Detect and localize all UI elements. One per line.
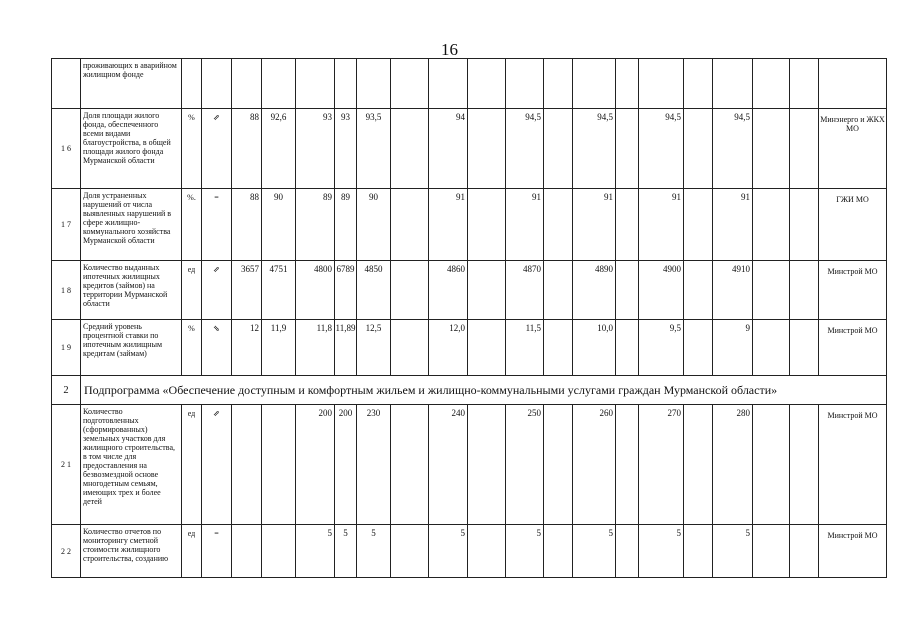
value-cell <box>753 189 790 261</box>
value-cell <box>544 261 573 320</box>
value-cell: 88 <box>232 109 262 189</box>
value-cell <box>753 59 790 109</box>
value-cell <box>684 261 713 320</box>
value-cell <box>391 189 429 261</box>
value-cell: 91 <box>713 189 753 261</box>
value-cell <box>790 59 819 109</box>
value-cell <box>506 59 544 109</box>
value-cell <box>790 261 819 320</box>
row-number: 1 8 <box>52 261 81 320</box>
row-number: 2 2 <box>52 525 81 578</box>
row-number: 2 1 <box>52 405 81 525</box>
value-cell <box>684 525 713 578</box>
value-cell <box>468 189 506 261</box>
value-cell <box>616 525 639 578</box>
value-cell <box>790 320 819 376</box>
value-cell: 88 <box>232 189 262 261</box>
row-number: 1 7 <box>52 189 81 261</box>
value-cell <box>468 261 506 320</box>
value-cell <box>790 405 819 525</box>
row-number <box>52 59 81 109</box>
value-cell <box>391 59 429 109</box>
value-cell: 230 <box>357 405 391 525</box>
value-cell <box>544 59 573 109</box>
value-cell <box>544 405 573 525</box>
value-cell <box>790 109 819 189</box>
value-cell: 9,5 <box>639 320 684 376</box>
value-cell <box>616 59 639 109</box>
responsible-cell: ГЖИ МО <box>819 189 887 261</box>
value-cell: 200 <box>296 405 335 525</box>
value-cell <box>616 320 639 376</box>
responsible-cell: Минстрой МО <box>819 261 887 320</box>
table-row <box>52 261 887 320</box>
value-cell: 260 <box>573 405 616 525</box>
value-cell <box>616 405 639 525</box>
value-cell <box>616 189 639 261</box>
value-cell <box>262 525 296 578</box>
trend-cell: ⇗ <box>202 109 232 189</box>
indicator-name: Доля устраненных нарушений от числа выявленных нарушений в сфере жилищно-коммунального хозяйства Мурманской области <box>81 189 182 261</box>
value-cell: 270 <box>639 405 684 525</box>
value-cell <box>429 59 468 109</box>
value-cell <box>639 59 684 109</box>
value-cell <box>391 320 429 376</box>
value-cell <box>262 405 296 525</box>
responsible-cell: Минстрой МО <box>819 405 887 525</box>
value-cell: 94,5 <box>639 109 684 189</box>
value-cell: 5 <box>639 525 684 578</box>
responsible-cell: Минэнерго и ЖКХ МО <box>819 109 887 189</box>
value-cell: 12,0 <box>429 320 468 376</box>
value-cell: 4890 <box>573 261 616 320</box>
responsible-cell: Минстрой МО <box>819 525 887 578</box>
value-cell <box>232 59 262 109</box>
table-row <box>52 320 887 376</box>
value-cell: 4870 <box>506 261 544 320</box>
value-cell: 89 <box>335 189 357 261</box>
indicator-name: Доля площади жилого фонда, обеспеченного всеми видами благоустройства, в общей площади жилого фонда Мурманской области <box>81 109 182 189</box>
unit-cell <box>182 59 202 109</box>
value-cell: 94,5 <box>506 109 544 189</box>
responsible-cell: Минстрой МО <box>819 320 887 376</box>
value-cell <box>684 59 713 109</box>
value-cell <box>684 320 713 376</box>
value-cell <box>468 405 506 525</box>
value-cell <box>544 320 573 376</box>
value-cell: 4800 <box>296 261 335 320</box>
value-cell: 94 <box>429 109 468 189</box>
value-cell: 5 <box>335 525 357 578</box>
table-row <box>52 405 887 525</box>
value-cell: 5 <box>573 525 616 578</box>
value-cell <box>684 189 713 261</box>
value-cell <box>684 109 713 189</box>
subprogram-title: Подпрограмма «Обеспечение доступным и комфортным жильем и жилищно-коммунальными услугами граждан Мурманской области» <box>81 376 887 405</box>
value-cell <box>544 189 573 261</box>
value-cell: 90 <box>262 189 296 261</box>
trend-cell: ⇗ <box>202 405 232 525</box>
trend-cell: = <box>202 525 232 578</box>
trend-cell <box>202 59 232 109</box>
value-cell <box>391 525 429 578</box>
unit-cell: ед <box>182 525 202 578</box>
value-cell: 94,5 <box>573 109 616 189</box>
value-cell: 250 <box>506 405 544 525</box>
value-cell <box>391 261 429 320</box>
unit-cell: ед <box>182 405 202 525</box>
value-cell: 240 <box>429 405 468 525</box>
value-cell: 91 <box>429 189 468 261</box>
value-cell: 5 <box>357 525 391 578</box>
value-cell <box>790 189 819 261</box>
value-cell: 5 <box>506 525 544 578</box>
value-cell: 93 <box>296 109 335 189</box>
value-cell: 10,0 <box>573 320 616 376</box>
value-cell: 93 <box>335 109 357 189</box>
value-cell: 9 <box>713 320 753 376</box>
responsible-cell <box>819 59 887 109</box>
table-row <box>52 109 887 189</box>
value-cell: 200 <box>335 405 357 525</box>
unit-cell: % <box>182 109 202 189</box>
value-cell <box>753 525 790 578</box>
row-number: 1 9 <box>52 320 81 376</box>
value-cell: 11,89 <box>335 320 357 376</box>
value-cell <box>753 405 790 525</box>
value-cell: 12,5 <box>357 320 391 376</box>
subprogram-row <box>52 376 887 405</box>
value-cell <box>391 405 429 525</box>
value-cell <box>468 59 506 109</box>
unit-cell: %. <box>182 189 202 261</box>
value-cell <box>468 109 506 189</box>
trend-cell: = <box>202 189 232 261</box>
value-cell <box>544 109 573 189</box>
value-cell <box>232 405 262 525</box>
value-cell <box>232 525 262 578</box>
value-cell <box>753 109 790 189</box>
value-cell: 91 <box>506 189 544 261</box>
unit-cell: ед <box>182 261 202 320</box>
value-cell: 5 <box>713 525 753 578</box>
value-cell: 5 <box>296 525 335 578</box>
indicator-name: проживающих в аварийном жилищном фонде <box>81 59 182 109</box>
value-cell: 4900 <box>639 261 684 320</box>
value-cell <box>753 261 790 320</box>
table-row <box>52 59 887 109</box>
value-cell <box>357 59 391 109</box>
value-cell: 280 <box>713 405 753 525</box>
value-cell <box>544 525 573 578</box>
indicator-name: Средний уровень процентной ставки по ипотечным жилищным кредитам (займам) <box>81 320 182 376</box>
value-cell: 89 <box>296 189 335 261</box>
subprogram-number: 2 <box>52 376 81 405</box>
value-cell <box>468 525 506 578</box>
value-cell: 5 <box>429 525 468 578</box>
value-cell <box>296 59 335 109</box>
indicator-table <box>51 58 887 578</box>
indicator-name: Количество подготовленных (сформированных) земельных участков для жилищного строительства, в том числе для предоставления на безвозмездной основе многодетным семьям, имеющих трех и более детей <box>81 405 182 525</box>
value-cell: 4850 <box>357 261 391 320</box>
value-cell: 11,9 <box>262 320 296 376</box>
value-cell <box>262 59 296 109</box>
value-cell: 4910 <box>713 261 753 320</box>
indicator-name: Количество отчетов по мониторингу сметной стоимости жилищного строительства, созданию <box>81 525 182 578</box>
value-cell: 4751 <box>262 261 296 320</box>
value-cell <box>335 59 357 109</box>
row-number: 1 6 <box>52 109 81 189</box>
value-cell: 3657 <box>232 261 262 320</box>
value-cell: 11,8 <box>296 320 335 376</box>
table-row <box>52 189 887 261</box>
value-cell <box>790 525 819 578</box>
value-cell: 93,5 <box>357 109 391 189</box>
value-cell <box>713 59 753 109</box>
value-cell <box>573 59 616 109</box>
value-cell <box>616 109 639 189</box>
value-cell: 91 <box>639 189 684 261</box>
value-cell: 6789 <box>335 261 357 320</box>
value-cell: 94,5 <box>713 109 753 189</box>
value-cell: 90 <box>357 189 391 261</box>
trend-cell: ⇘ <box>202 320 232 376</box>
value-cell <box>684 405 713 525</box>
value-cell: 12 <box>232 320 262 376</box>
value-cell: 4860 <box>429 261 468 320</box>
trend-cell: ⇗ <box>202 261 232 320</box>
page-number: 16 <box>441 40 458 59</box>
table-row <box>52 525 887 578</box>
value-cell: 11,5 <box>506 320 544 376</box>
value-cell <box>753 320 790 376</box>
indicator-name: Количество выданных ипотечных жилищных кредитов (займов) на территории Мурманской области <box>81 261 182 320</box>
value-cell: 91 <box>573 189 616 261</box>
value-cell <box>468 320 506 376</box>
value-cell <box>616 261 639 320</box>
value-cell <box>391 109 429 189</box>
unit-cell: % <box>182 320 202 376</box>
value-cell: 92,6 <box>262 109 296 189</box>
